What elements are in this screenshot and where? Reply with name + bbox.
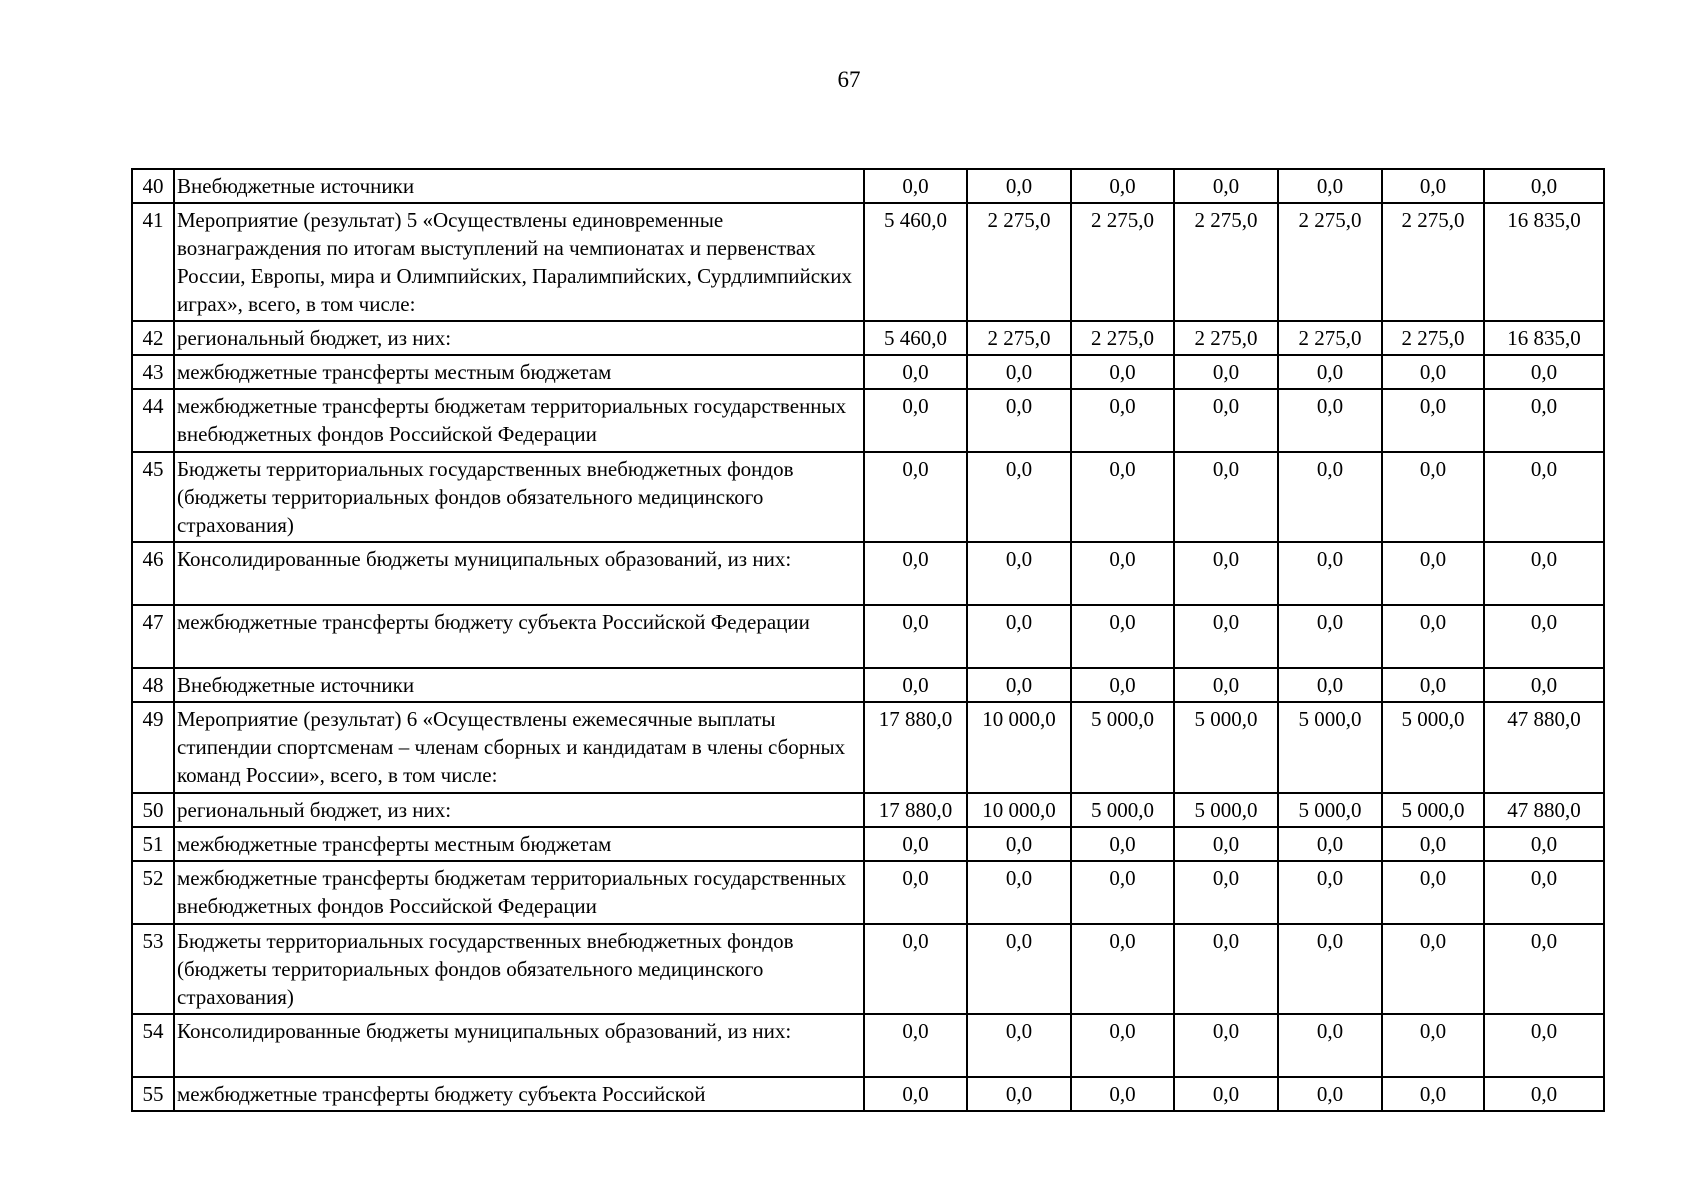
row-name: Бюджеты территориальных государственных внебюджетных фондов (бюджеты территориальных фондов обязательного медицинского страхования) (174, 452, 864, 542)
value-cell: 0,0 (1278, 924, 1382, 1014)
value-cell-total: 0,0 (1484, 827, 1604, 861)
row-number: 48 (132, 668, 174, 702)
value-cell: 0,0 (1382, 542, 1484, 605)
value-cell: 5 000,0 (1382, 702, 1484, 793)
value-cell: 0,0 (1382, 827, 1484, 861)
value-cell: 0,0 (1382, 1014, 1484, 1077)
value-cell: 0,0 (1071, 1014, 1174, 1077)
value-cell: 5 460,0 (864, 203, 967, 321)
value-cell-total: 0,0 (1484, 924, 1604, 1014)
value-cell: 0,0 (864, 924, 967, 1014)
value-cell: 0,0 (864, 668, 967, 702)
row-name: межбюджетные трансферты местным бюджетам (174, 827, 864, 861)
value-cell: 0,0 (967, 389, 1071, 452)
value-cell: 0,0 (967, 542, 1071, 605)
value-cell: 0,0 (1071, 169, 1174, 203)
value-cell-total: 47 880,0 (1484, 702, 1604, 793)
value-cell: 0,0 (967, 605, 1071, 668)
row-number: 49 (132, 702, 174, 793)
value-cell: 0,0 (1174, 668, 1278, 702)
value-cell: 0,0 (864, 355, 967, 389)
row-number: 41 (132, 203, 174, 321)
value-cell: 0,0 (864, 542, 967, 605)
table-row (132, 321, 1604, 355)
page-number: 67 (837, 67, 861, 92)
value-cell: 0,0 (1174, 924, 1278, 1014)
value-cell-total: 0,0 (1484, 1014, 1604, 1077)
value-cell: 0,0 (864, 389, 967, 452)
value-cell: 2 275,0 (1071, 203, 1174, 321)
value-cell: 0,0 (1071, 668, 1174, 702)
row-name: межбюджетные трансферты бюджетам территориальных государственных внебюджетных фондов Российской Федерации (174, 861, 864, 924)
row-number: 50 (132, 793, 174, 827)
value-cell: 10 000,0 (967, 793, 1071, 827)
value-cell-total: 0,0 (1484, 169, 1604, 203)
value-cell: 0,0 (1278, 1014, 1382, 1077)
value-cell-total: 16 835,0 (1484, 203, 1604, 321)
value-cell: 0,0 (1071, 605, 1174, 668)
value-cell: 0,0 (864, 1077, 967, 1111)
value-cell: 0,0 (1071, 542, 1174, 605)
value-cell: 2 275,0 (967, 203, 1071, 321)
value-cell: 0,0 (1174, 827, 1278, 861)
value-cell: 0,0 (1174, 861, 1278, 924)
row-name: межбюджетные трансферты бюджету субъекта Российской (174, 1077, 864, 1111)
value-cell: 5 000,0 (1174, 702, 1278, 793)
value-cell: 2 275,0 (1382, 203, 1484, 321)
row-name: Внебюджетные источники (174, 668, 864, 702)
value-cell: 0,0 (1278, 169, 1382, 203)
value-cell: 5 000,0 (1278, 793, 1382, 827)
value-cell: 2 275,0 (1071, 321, 1174, 355)
value-cell: 0,0 (1071, 389, 1174, 452)
value-cell-total: 0,0 (1484, 668, 1604, 702)
value-cell: 0,0 (967, 1077, 1071, 1111)
value-cell: 5 460,0 (864, 321, 967, 355)
value-cell: 5 000,0 (1071, 702, 1174, 793)
value-cell-total: 0,0 (1484, 605, 1604, 668)
value-cell: 0,0 (1382, 668, 1484, 702)
table-row (132, 1014, 1604, 1077)
value-cell: 0,0 (1382, 452, 1484, 542)
table-row (132, 169, 1604, 203)
value-cell: 0,0 (1382, 355, 1484, 389)
row-number: 40 (132, 169, 174, 203)
value-cell: 0,0 (1174, 542, 1278, 605)
value-cell: 0,0 (864, 861, 967, 924)
row-name: межбюджетные трансферты местным бюджетам (174, 355, 864, 389)
value-cell: 17 880,0 (864, 702, 967, 793)
value-cell: 2 275,0 (1278, 203, 1382, 321)
value-cell: 5 000,0 (1382, 793, 1484, 827)
table-row (132, 1077, 1604, 1111)
value-cell: 0,0 (1071, 924, 1174, 1014)
value-cell: 0,0 (1382, 605, 1484, 668)
value-cell: 0,0 (1071, 452, 1174, 542)
row-number: 51 (132, 827, 174, 861)
value-cell: 0,0 (1278, 605, 1382, 668)
value-cell: 0,0 (1174, 452, 1278, 542)
value-cell: 0,0 (1382, 861, 1484, 924)
value-cell: 0,0 (864, 827, 967, 861)
value-cell: 2 275,0 (1174, 321, 1278, 355)
value-cell-total: 0,0 (1484, 389, 1604, 452)
value-cell: 0,0 (864, 605, 967, 668)
value-cell: 0,0 (1174, 1077, 1278, 1111)
value-cell: 0,0 (1174, 1014, 1278, 1077)
table-row (132, 668, 1604, 702)
value-cell-total: 16 835,0 (1484, 321, 1604, 355)
row-name: Консолидированные бюджеты муниципальных образований, из них: (174, 542, 864, 605)
value-cell: 0,0 (864, 1014, 967, 1077)
value-cell-total: 0,0 (1484, 542, 1604, 605)
value-cell: 2 275,0 (1174, 203, 1278, 321)
row-number: 52 (132, 861, 174, 924)
value-cell: 0,0 (967, 827, 1071, 861)
value-cell: 0,0 (1382, 169, 1484, 203)
value-cell: 0,0 (967, 668, 1071, 702)
value-cell-total: 47 880,0 (1484, 793, 1604, 827)
value-cell: 0,0 (1071, 355, 1174, 389)
row-name: Бюджеты территориальных государственных внебюджетных фондов (бюджеты территориальных фондов обязательного медицинского страхования) (174, 924, 864, 1014)
value-cell: 2 275,0 (967, 321, 1071, 355)
table-row (132, 605, 1604, 668)
row-number: 45 (132, 452, 174, 542)
value-cell: 2 275,0 (1278, 321, 1382, 355)
table-row (132, 389, 1604, 452)
value-cell: 0,0 (1278, 861, 1382, 924)
table-body (132, 169, 1604, 1111)
value-cell: 0,0 (1278, 1077, 1382, 1111)
row-number: 44 (132, 389, 174, 452)
value-cell: 0,0 (1071, 861, 1174, 924)
value-cell-total: 0,0 (1484, 1077, 1604, 1111)
value-cell: 0,0 (864, 169, 967, 203)
table-row (132, 203, 1604, 321)
value-cell: 2 275,0 (1382, 321, 1484, 355)
value-cell-total: 0,0 (1484, 452, 1604, 542)
row-number: 53 (132, 924, 174, 1014)
row-name: Внебюджетные источники (174, 169, 864, 203)
value-cell-total: 0,0 (1484, 355, 1604, 389)
value-cell: 0,0 (1174, 355, 1278, 389)
value-cell: 0,0 (967, 861, 1071, 924)
value-cell: 0,0 (1278, 389, 1382, 452)
value-cell: 0,0 (1071, 827, 1174, 861)
row-name: Консолидированные бюджеты муниципальных образований, из них: (174, 1014, 864, 1077)
row-name: Мероприятие (результат) 5 «Осуществлены единовременные вознаграждения по итогам выступлений на чемпионатах и первенствах России, Европы, мира и Олимпийских, Паралимпийских, Сурдлимпийских играх», всего, в том числе: (174, 203, 864, 321)
value-cell-total: 0,0 (1484, 861, 1604, 924)
row-number: 47 (132, 605, 174, 668)
table-row (132, 793, 1604, 827)
value-cell: 0,0 (1278, 355, 1382, 389)
value-cell: 0,0 (1278, 542, 1382, 605)
budget-table (131, 168, 1605, 1112)
value-cell: 0,0 (864, 452, 967, 542)
table-row (132, 827, 1604, 861)
value-cell: 5 000,0 (1071, 793, 1174, 827)
value-cell: 0,0 (967, 355, 1071, 389)
value-cell: 5 000,0 (1278, 702, 1382, 793)
value-cell: 0,0 (967, 924, 1071, 1014)
value-cell: 0,0 (1174, 605, 1278, 668)
row-name: Мероприятие (результат) 6 «Осуществлены ежемесячные выплаты стипендии спортсменам – членам сборных и кандидатам в члены сборных команд России», всего, в том числе: (174, 702, 864, 793)
table-row (132, 452, 1604, 542)
row-name: межбюджетные трансферты бюджету субъекта Российской Федерации (174, 605, 864, 668)
value-cell: 5 000,0 (1174, 793, 1278, 827)
row-name: межбюджетные трансферты бюджетам территориальных государственных внебюджетных фондов Российской Федерации (174, 389, 864, 452)
value-cell: 10 000,0 (967, 702, 1071, 793)
row-number: 43 (132, 355, 174, 389)
value-cell: 0,0 (1174, 389, 1278, 452)
value-cell: 0,0 (1278, 668, 1382, 702)
value-cell: 0,0 (1071, 1077, 1174, 1111)
row-name: региональный бюджет, из них: (174, 321, 864, 355)
table-row (132, 542, 1604, 605)
value-cell: 0,0 (1174, 169, 1278, 203)
row-number: 54 (132, 1014, 174, 1077)
table-row (132, 355, 1604, 389)
row-number: 46 (132, 542, 174, 605)
table-row (132, 702, 1604, 793)
value-cell: 0,0 (1278, 827, 1382, 861)
row-number: 55 (132, 1077, 174, 1111)
row-name: региональный бюджет, из них: (174, 793, 864, 827)
value-cell: 0,0 (967, 452, 1071, 542)
value-cell: 0,0 (967, 1014, 1071, 1077)
value-cell: 17 880,0 (864, 793, 967, 827)
value-cell: 0,0 (1382, 389, 1484, 452)
table-row (132, 924, 1604, 1014)
row-number: 42 (132, 321, 174, 355)
value-cell: 0,0 (1382, 924, 1484, 1014)
value-cell: 0,0 (1278, 452, 1382, 542)
table-row (132, 861, 1604, 924)
value-cell: 0,0 (967, 169, 1071, 203)
value-cell: 0,0 (1382, 1077, 1484, 1111)
